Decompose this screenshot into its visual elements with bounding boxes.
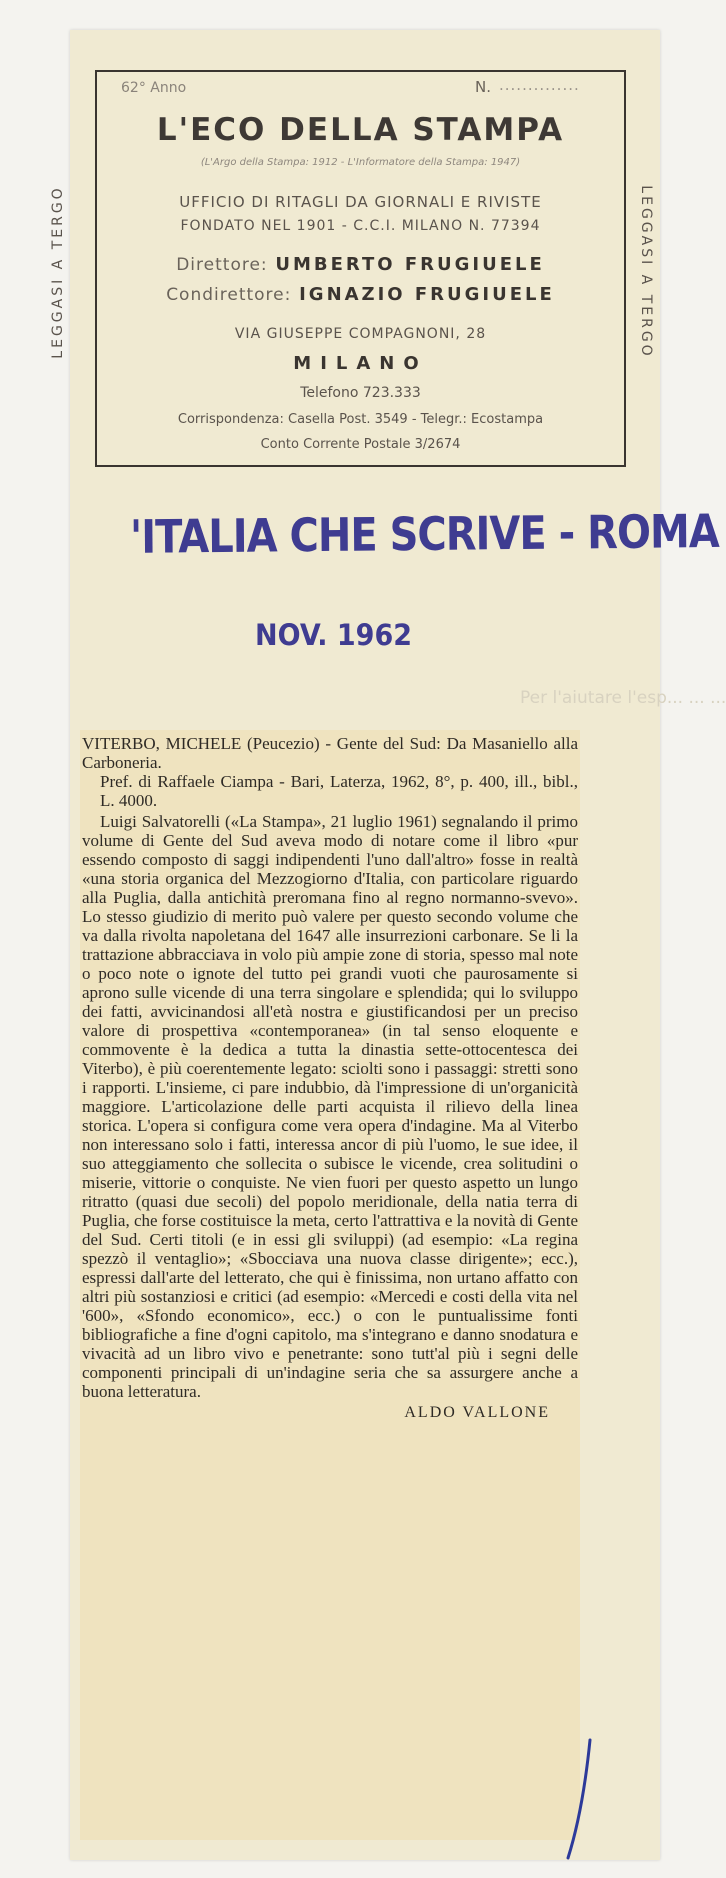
codirector-name: IGNAZIO FRUGIUELE — [299, 284, 555, 305]
ghost-text: Per l'aiutare l'esp... ... ... — [520, 688, 726, 708]
letterhead-box — [95, 70, 626, 467]
pen-mark-icon — [560, 1740, 600, 1860]
director-name: UMBERTO FRUGIUELE — [275, 254, 545, 275]
year-label: 62° Anno — [121, 80, 187, 96]
codirector-role: Condirettore: — [166, 285, 292, 305]
correspondence-line: Corrispondenza: Casella Post. 3549 - Telegr.: Ecostampa — [177, 412, 544, 427]
letterhead-title: L'ECO DELLA STAMPA — [156, 112, 565, 148]
article-publication-info: Pref. di Raffaele Ciampa - Bari, Laterza, 1962, 8°, p. 400, ill., bibl., L. 4000. — [100, 772, 578, 810]
address-line: VIA GIUSEPPE COMPAGNONI, 28 — [234, 326, 487, 342]
director-role: Direttore: — [176, 255, 268, 275]
number-dots: .............. — [499, 76, 580, 94]
review-article — [82, 734, 578, 1422]
office-line: UFFICIO DI RITAGLI DA GIORNALI E RIVISTE — [179, 193, 542, 211]
side-note-right: LEGGASI A TERGO — [638, 185, 654, 359]
date-stamp: NOV. 1962 — [255, 618, 413, 653]
codirector-line — [97, 284, 624, 305]
number-label: N. — [475, 78, 491, 96]
postal-account-line: Conto Corrente Postale 3/2674 — [260, 437, 461, 452]
article-signature: ALDO VALLONE — [404, 1404, 550, 1421]
side-note-left: LEGGASI A TERGO — [50, 185, 66, 359]
city-line: MILANO — [293, 353, 428, 374]
director-line — [97, 254, 624, 275]
article-heading: VITERBO, MICHELE (Peucezio) - Gente del Sud: Da Masaniello alla Carboneria. — [82, 734, 578, 772]
article-body: Luigi Salvatorelli («La Stampa», 21 luglio 1961) segnalando il primo volume di Gente del Sud aveva modo di notare come il libro «pur essendo composto di saggi indipendenti l'uno dall'altro» fosse in realtà «una storia organica del Mezzogiorno d'Italia, con particolare riguardo alla Puglia, dalla antichità preromana fino al regno normanno-svevo». Lo stesso giudizio di merito può valere per questo secondo volume che va dalla rivolta napoletana del 1647 alle insurrezioni carbonare. Se li la trattazione abbracciava in volo più ampie zone di storia, spesso mal note o poco note o ignote del tutto pei grandi vuoti che paurosamente si aprono sulle vicende di una terra singolare e splendida; qui lo sviluppo dei fatti, avvicinandosi all'età nostra e giustificandosi per un preciso valore di prospettiva «contemporanea» (in tal senso eloquente e commovente è la dedica a tutta la dinastia sette-ottocentesca dei Viterbo), è più coerentemente legato: sciolti sono i passaggi: stretti sono i rapporti. L'insieme, ci pare indubbio, dà l'impressione di un'organicità maggiore. L'articolazione delle parti acquista il rilievo della linea storica. L'opera si configura come vera opera d'indagine. Ma al Viterbo non interessano solo i fatti, interessa ancor di più l'uomo, le sue idee, il suo atteggiamento che sollecita o subisce le vicende, crea solitudini o miserie, vittorie o conquiste. Ne vien fuori per questo aspetto un lungo ritratto (quasi due secoli) del popolo meridionale, della natia terra di Puglia, che forse costituisce la meta, certo l'attrattiva e la novità di Gente del Sud. Certi titoli (e in essi gli sviluppi) (ad esempio: «La regina spezzò il ventaglio»; «Sbocciava una nuova classe dirigente»; ecc.), espressi dall'arte del letterato, che qui è finissima, non urtano affatto con altri più sostanziosi e critici (ad esempio: «Mercedi e costi della vita nel '600», «Sfondo economico», ecc.) o con le puntualissime fonti bibliografiche a fine d'ogni capitolo, ma s'integrano e danno snodatura e vivacità ad un libro vivo e penetrante: sono tutt'al più i segni delle componenti principali di un'indagine seria che sa assurgere anche a buona letteratura. — [82, 812, 578, 1401]
founded-line: FONDATO NEL 1901 - C.C.I. MILANO N. 77394 — [180, 218, 541, 234]
letterhead-subtitle: (L'Argo della Stampa: 1912 - L'Informatore della Stampa: 1947) — [200, 157, 521, 168]
phone-line: Telefono 723.333 — [300, 385, 421, 401]
source-stamp: 'ITALIA CHE SCRIVE - ROMA — [129, 505, 719, 565]
